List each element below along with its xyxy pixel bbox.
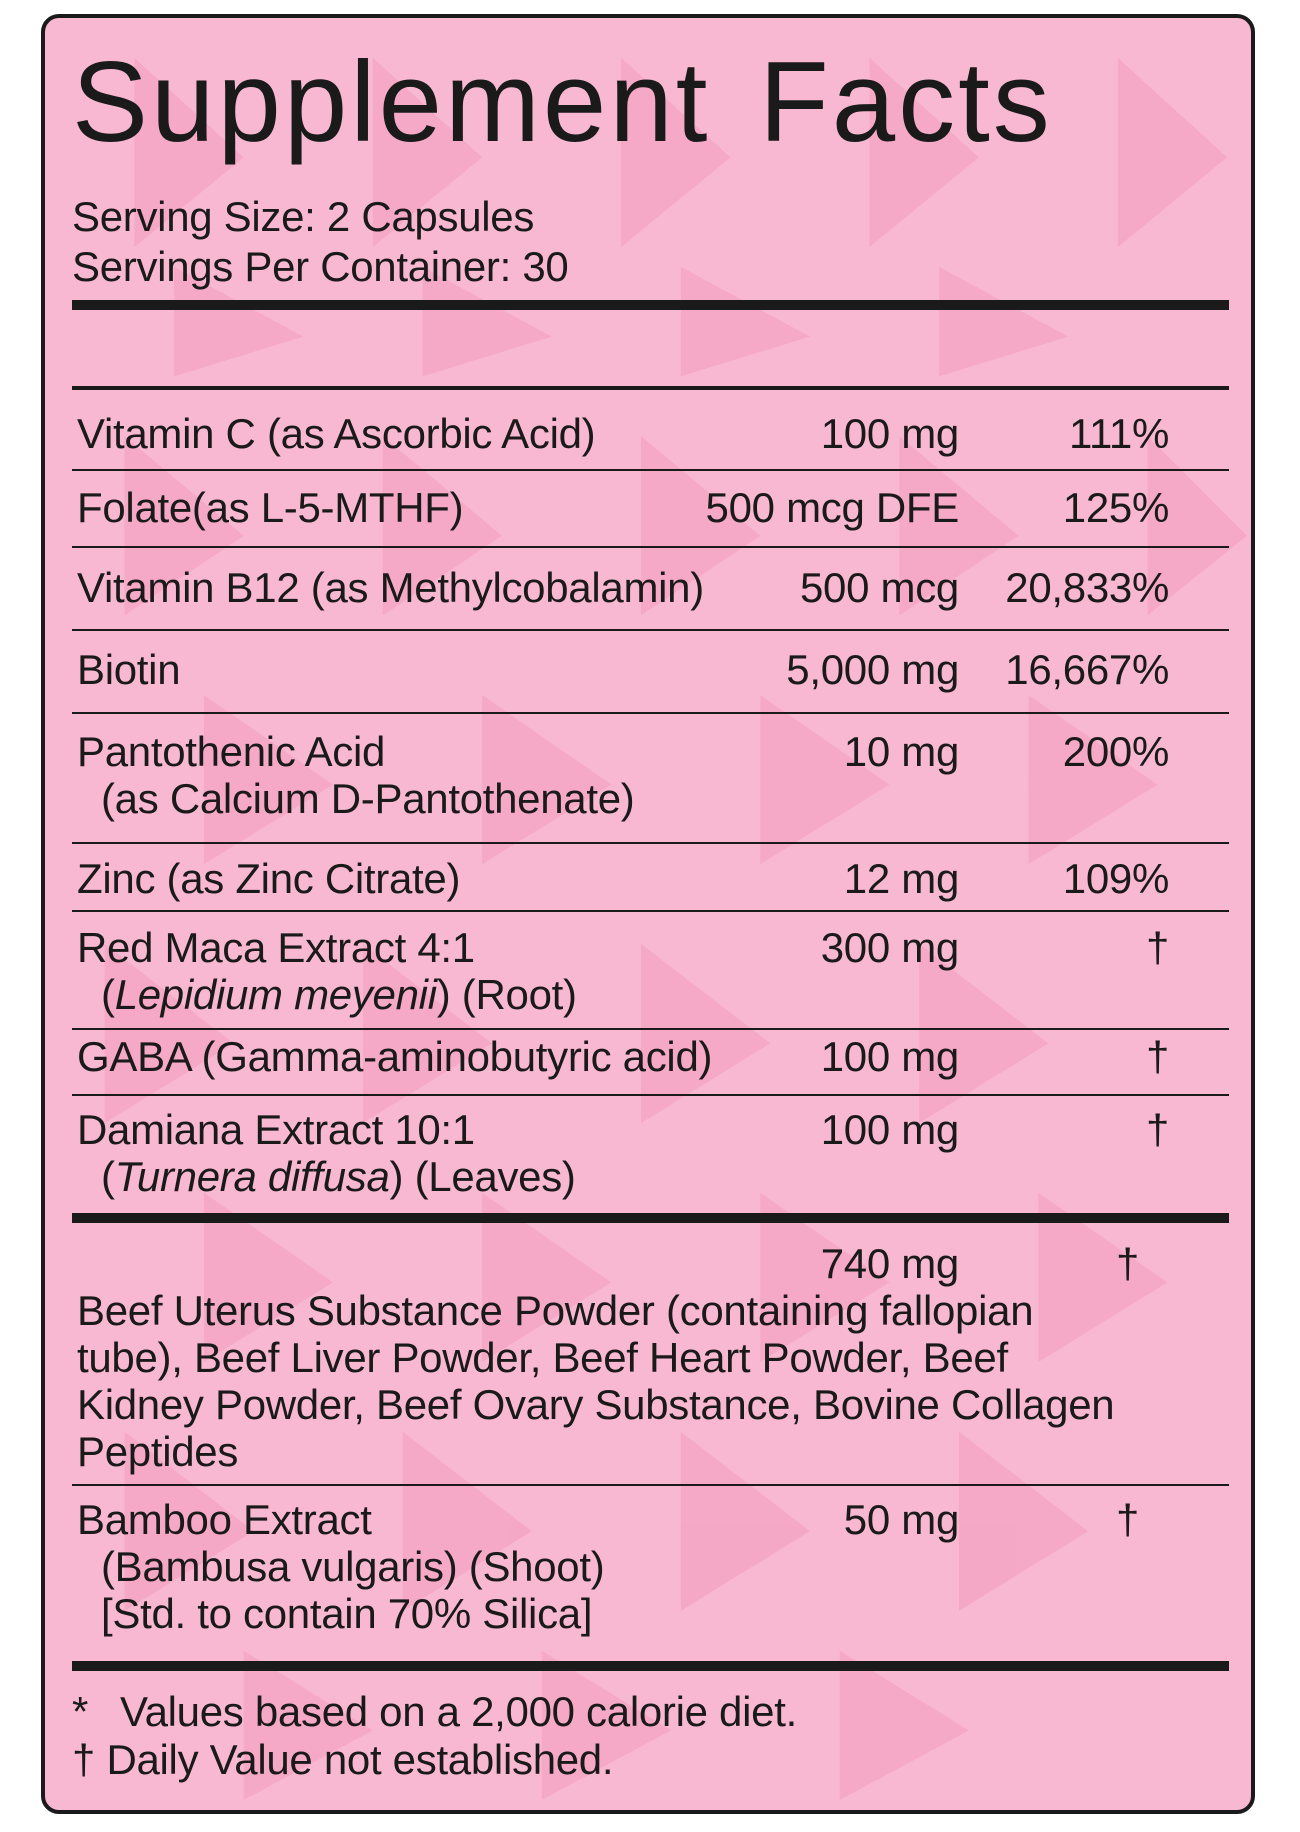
servings-per-container: Servings Per Container: 30 — [72, 243, 569, 290]
nutrient-name-line1: Damiana Extract 10:1 — [77, 1106, 475, 1153]
divider-thick — [72, 300, 1229, 310]
nutrient-amount: 300 mg — [820, 924, 959, 971]
dagger-symbol: † — [1115, 1240, 1139, 1287]
nutrient-daily-value: 16,667% — [1005, 646, 1169, 693]
divider-thick — [72, 1213, 1229, 1223]
supplement-facts-panel — [41, 14, 1255, 1814]
nutrient-name: Zinc (as Zinc Citrate) — [77, 855, 461, 902]
panel-title: Supplement Facts — [72, 39, 1053, 166]
paren-open: ( — [101, 1153, 115, 1200]
nutrient-name: Vitamin C (as Ascorbic Acid) — [77, 410, 596, 457]
serving-size: Serving Size: 2 Capsules — [72, 193, 535, 240]
dagger-symbol: † — [1145, 1033, 1169, 1080]
dagger-symbol: † — [72, 1736, 96, 1783]
nutrient-amount: 100 mg — [820, 1106, 959, 1153]
divider-thick — [72, 1661, 1229, 1671]
footnote-text: Values based on a 2,000 calorie diet. — [120, 1688, 797, 1735]
divider — [72, 629, 1229, 631]
footnote-daily-value — [72, 1736, 613, 1783]
nutrient-name-line3: [Std. to contain 70% Silica] — [101, 1590, 593, 1637]
nutrient-name-line1: Bamboo Extract — [77, 1496, 372, 1543]
divider — [72, 712, 1229, 714]
nutrient-name-line1: Pantothenic Acid — [77, 728, 386, 775]
divider — [72, 1028, 1229, 1030]
nutrient-amount: 100 mg — [820, 1033, 959, 1080]
plant-part: ) (Root) — [436, 971, 577, 1018]
nutrient-amount: 5,000 mg — [786, 646, 959, 693]
nutrient-amount: 50 mg — [843, 1496, 959, 1543]
footnote-calorie-diet — [72, 1688, 797, 1735]
nutrient-daily-value: 20,833% — [1005, 564, 1169, 611]
nutrient-name: GABA (Gamma-aminobutyric acid) — [77, 1033, 713, 1080]
latin-name: Turnera diffusa — [114, 1153, 390, 1200]
nutrient-name-line2 — [77, 971, 577, 1018]
divider — [72, 1484, 1229, 1486]
nutrient-name: Biotin — [77, 646, 181, 693]
nutrient-name-line1: Red Maca Extract 4:1 — [77, 924, 475, 971]
nutrient-daily-value: 125% — [1062, 484, 1169, 531]
divider — [72, 1094, 1229, 1096]
divider — [72, 546, 1229, 548]
nutrient-name — [77, 728, 634, 822]
nutrient-daily-value: 200% — [1062, 728, 1169, 775]
nutrient-amount: 100 mg — [820, 410, 959, 457]
nutrient-name: Vitamin B12 (as Methylcobalamin) — [77, 564, 704, 611]
nutrient-amount: 12 mg — [843, 855, 959, 902]
dagger-symbol: † — [1115, 1496, 1139, 1543]
nutrient-name-line2: (Bambusa vulgaris) (Shoot) — [101, 1543, 605, 1590]
nutrient-name-line2: (as Calcium D-Pantothenate) — [101, 775, 635, 822]
nutrient-name — [77, 924, 577, 1018]
nutrient-daily-value: 111% — [1069, 410, 1169, 457]
divider — [72, 469, 1229, 471]
nutrient-name — [77, 1106, 576, 1200]
nutrient-amount: 500 mcg — [800, 564, 959, 611]
nutrient-name: Folate(as L-5-MTHF) — [77, 484, 464, 531]
divider — [72, 386, 1229, 390]
nutrient-amount: 10 mg — [843, 728, 959, 775]
divider — [72, 842, 1229, 844]
dagger-symbol: † — [1145, 924, 1169, 971]
plant-part: ) (Leaves) — [389, 1153, 576, 1200]
asterisk-symbol: * — [72, 1688, 89, 1735]
nutrient-name — [77, 1496, 604, 1637]
blend-amount: 740 mg — [820, 1240, 959, 1287]
blend-ingredients: Beef Uterus Substance Powder (containing fallopian tube), Beef Liver Powder, Beef Heart Powder, Beef Kidney Powder, Beef Ovary Substance, Bovine Collagen Peptides — [77, 1287, 1115, 1475]
dagger-symbol: † — [1145, 1106, 1169, 1153]
nutrient-daily-value: 109% — [1062, 855, 1169, 902]
divider — [72, 910, 1229, 912]
latin-name: Lepidium meyenii — [114, 971, 437, 1018]
nutrient-amount: 500 mcg DFE — [705, 484, 959, 531]
nutrient-name-line2 — [77, 1153, 576, 1200]
footnote-text: Daily Value not established. — [106, 1736, 614, 1783]
paren-open: ( — [101, 971, 115, 1018]
